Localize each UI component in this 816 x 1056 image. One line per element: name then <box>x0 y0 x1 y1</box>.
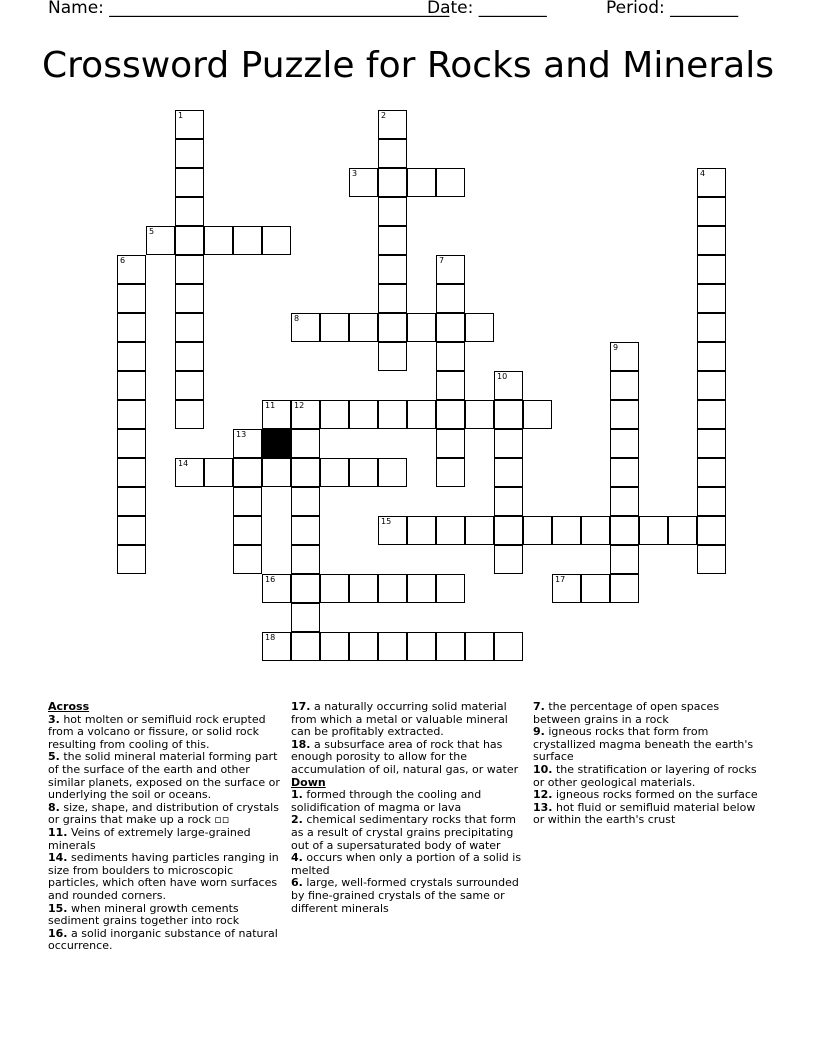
crossword-cell[interactable] <box>320 313 349 342</box>
crossword-cell[interactable] <box>436 516 465 545</box>
crossword-cell[interactable] <box>436 371 465 400</box>
period-field[interactable]: Period: ________ <box>606 0 739 18</box>
clue-number: 3 <box>352 169 358 178</box>
clue-down-2: 2. chemical sedimentary rocks that form as a result of crystal grains precipitating out of a supersaturated body of water <box>291 813 516 852</box>
crossword-cell[interactable] <box>175 400 204 429</box>
crossword-cell[interactable] <box>175 226 204 255</box>
clue-number: 7 <box>439 256 445 265</box>
clue-down-7: 7. the percentage of open spaces between grains in a rock <box>533 700 720 726</box>
crossword-cell[interactable] <box>523 400 552 429</box>
crossword-cell[interactable] <box>349 313 378 342</box>
crossword-cell[interactable] <box>407 516 436 545</box>
crossword-cell[interactable] <box>117 400 146 429</box>
crossword-cell[interactable] <box>117 255 146 284</box>
crossword-cell[interactable] <box>407 400 436 429</box>
clue-number: 17 <box>555 575 566 584</box>
crossword-cell[interactable] <box>465 400 494 429</box>
clue-down-13: 13. hot fluid or semifluid material below or within the earth's crust <box>533 800 756 827</box>
crossword-cell[interactable] <box>262 632 291 661</box>
crossword-cell[interactable] <box>291 516 320 545</box>
crossword-cell[interactable] <box>610 400 639 429</box>
crossword-cell[interactable] <box>349 458 378 487</box>
crossword-cell[interactable] <box>494 429 523 458</box>
crossword-cell[interactable] <box>320 574 349 603</box>
crossword-cell[interactable] <box>494 516 523 545</box>
crossword-cell[interactable] <box>320 458 349 487</box>
crossword-cell[interactable] <box>494 487 523 516</box>
clue-across-17: 17. a naturally occurring solid material from which a metal or valuable mineral can be profitably extracted. <box>291 700 508 739</box>
crossword-cell[interactable] <box>291 545 320 574</box>
clues-column-2 <box>291 701 523 915</box>
crossword-cell[interactable] <box>175 313 204 342</box>
clue-number: 14 <box>178 459 189 468</box>
name-field[interactable]: Name: ________________________________________ <box>48 0 450 18</box>
crossword-cell[interactable] <box>465 632 494 661</box>
crossword-cell[interactable] <box>233 487 262 516</box>
crossword-cell[interactable] <box>291 458 320 487</box>
crossword-cell[interactable] <box>436 255 465 284</box>
crossword-cell[interactable] <box>407 168 436 197</box>
clue-number: 11 <box>265 401 276 410</box>
crossword-cell[interactable] <box>610 458 639 487</box>
crossword-cell[interactable] <box>697 255 726 284</box>
clue-across-15: 15. when mineral growth cements sediment grains together into rock <box>48 901 240 928</box>
clue-down-9: 9. igneous rocks that form from crystallized magma beneath the earth's surface <box>533 725 754 764</box>
crossword-cell[interactable] <box>291 313 320 342</box>
crossword-cell[interactable] <box>465 313 494 342</box>
crossword-cell[interactable] <box>697 429 726 458</box>
crossword-cell[interactable] <box>436 342 465 371</box>
crossword-cell[interactable] <box>610 371 639 400</box>
crossword-cell[interactable] <box>436 458 465 487</box>
crossword-cell[interactable] <box>117 429 146 458</box>
crossword-cell[interactable] <box>233 226 262 255</box>
crossword-cell[interactable] <box>378 139 407 168</box>
crossword-cell[interactable] <box>117 371 146 400</box>
crossword-cell[interactable] <box>175 371 204 400</box>
crossword-cell[interactable] <box>378 574 407 603</box>
clue-down-1: 1. formed through the cooling and solidification of magma or lava <box>291 788 482 814</box>
clue-number: 12 <box>294 401 305 410</box>
crossword-cell[interactable] <box>175 342 204 371</box>
crossword-cell[interactable] <box>697 197 726 226</box>
crossword-cell[interactable] <box>494 632 523 661</box>
crossword-cell[interactable] <box>262 400 291 429</box>
crossword-cell[interactable] <box>262 226 291 255</box>
crossword-cell[interactable] <box>117 342 146 371</box>
crossword-cell[interactable] <box>552 574 581 603</box>
crossword-cell[interactable] <box>378 168 407 197</box>
crossword-cell[interactable] <box>436 574 465 603</box>
crossword-cell[interactable] <box>291 487 320 516</box>
crossword-cell[interactable] <box>697 226 726 255</box>
crossword-cell[interactable] <box>697 284 726 313</box>
crossword-cell[interactable] <box>639 516 668 545</box>
crossword-cell[interactable] <box>175 110 204 139</box>
crossword-cell[interactable] <box>117 516 146 545</box>
crossword-cell[interactable] <box>494 371 523 400</box>
crossword-cell[interactable] <box>117 458 146 487</box>
crossword-cell[interactable] <box>175 139 204 168</box>
crossword-cell[interactable] <box>697 313 726 342</box>
crossword-cell[interactable] <box>697 545 726 574</box>
crossword-cell[interactable] <box>233 429 262 458</box>
down-heading: Down <box>291 775 326 789</box>
crossword-cell[interactable] <box>378 110 407 139</box>
crossword-cell[interactable] <box>291 429 320 458</box>
crossword-cell[interactable] <box>378 400 407 429</box>
clue-down-12: 12. igneous rocks formed on the surface <box>533 788 758 802</box>
clues-column-1 <box>48 701 280 953</box>
crossword-cell[interactable] <box>291 603 320 632</box>
crossword-cell[interactable] <box>610 487 639 516</box>
across-heading: Across <box>48 700 90 713</box>
crossword-cell[interactable] <box>378 313 407 342</box>
crossword-cell[interactable] <box>378 226 407 255</box>
clue-down-10: 10. the stratification or layering of rocks or other geological materials. <box>533 762 757 789</box>
clue-across-5: 5. the solid mineral material forming part of the surface of the earth and other similar planets, exposed on the surface or underlying the soil or oceans. <box>48 750 280 802</box>
clues-column-3 <box>533 701 765 827</box>
crossword-cell[interactable] <box>378 516 407 545</box>
crossword-cell[interactable] <box>581 574 610 603</box>
clue-number: 10 <box>497 372 508 381</box>
crossword-cell[interactable] <box>320 400 349 429</box>
crossword-cell[interactable] <box>378 342 407 371</box>
crossword-cell[interactable] <box>436 429 465 458</box>
crossword-cell[interactable] <box>407 313 436 342</box>
crossword-cell[interactable] <box>697 168 726 197</box>
crossword-cell[interactable] <box>697 487 726 516</box>
crossword-cell[interactable] <box>378 632 407 661</box>
crossword-cell[interactable] <box>349 400 378 429</box>
crossword-cell[interactable] <box>117 487 146 516</box>
blocked-cell <box>262 429 291 458</box>
crossword-cell[interactable] <box>465 516 494 545</box>
crossword-cell[interactable] <box>175 197 204 226</box>
clue-number: 1 <box>178 111 184 120</box>
crossword-cell[interactable] <box>610 545 639 574</box>
crossword-cell[interactable] <box>697 458 726 487</box>
clue-number: 2 <box>381 111 387 120</box>
crossword-cell[interactable] <box>610 574 639 603</box>
clue-number: 18 <box>265 633 276 642</box>
crossword-cell[interactable] <box>668 516 697 545</box>
clue-across-16: 16. a solid inorganic substance of natural occurrence. <box>48 926 278 953</box>
crossword-cell[interactable] <box>233 516 262 545</box>
crossword-cell[interactable] <box>523 516 552 545</box>
clue-across-11: 11. Veins of extremely large-grained minerals <box>48 825 251 852</box>
crossword-cell[interactable] <box>349 574 378 603</box>
crossword-cell[interactable] <box>204 226 233 255</box>
crossword-cell[interactable] <box>117 313 146 342</box>
crossword-cell[interactable] <box>697 371 726 400</box>
date-field[interactable]: Date: ________ <box>427 0 547 18</box>
crossword-cell[interactable] <box>436 400 465 429</box>
clue-number: 4 <box>700 169 706 178</box>
page-title: Crossword Puzzle for Rocks and Minerals <box>42 45 774 86</box>
crossword-cell[interactable] <box>175 458 204 487</box>
crossword-cell[interactable] <box>320 632 349 661</box>
crossword-cell[interactable] <box>378 197 407 226</box>
clue-across-14: 14. sediments having particles ranging in size from boulders to microscopic particles, which often have worn surfaces and rounded corners. <box>48 851 279 902</box>
crossword-cell[interactable] <box>291 574 320 603</box>
crossword-cell[interactable] <box>262 574 291 603</box>
crossword-cell[interactable] <box>436 313 465 342</box>
crossword-cell[interactable] <box>407 632 436 661</box>
crossword-cell[interactable] <box>697 400 726 429</box>
crossword-cell[interactable] <box>175 284 204 313</box>
crossword-cell[interactable] <box>291 632 320 661</box>
clue-down-4: 4. occurs when only a portion of a solid is melted <box>291 851 522 877</box>
crossword-cell[interactable] <box>436 168 465 197</box>
crossword-cell[interactable] <box>552 516 581 545</box>
crossword-cell[interactable] <box>494 458 523 487</box>
crossword-cell[interactable] <box>610 516 639 545</box>
clue-across-8: 8. size, shape, and distribution of crystals or grains that make up a rock ▫▫ <box>48 800 279 827</box>
crossword-cell[interactable] <box>407 574 436 603</box>
crossword-cell[interactable] <box>610 342 639 371</box>
clue-number: 6 <box>120 256 126 265</box>
clue-number: 15 <box>381 517 392 526</box>
crossword-cell[interactable] <box>175 168 204 197</box>
crossword-cell[interactable] <box>697 516 726 545</box>
crossword-cell[interactable] <box>117 545 146 574</box>
clue-number: 8 <box>294 314 300 323</box>
clue-number: 16 <box>265 575 276 584</box>
crossword-cell[interactable] <box>494 545 523 574</box>
crossword-cell[interactable] <box>436 632 465 661</box>
crossword-cell[interactable] <box>581 516 610 545</box>
crossword-cell[interactable] <box>378 255 407 284</box>
crossword-cell[interactable] <box>233 545 262 574</box>
clue-number: 9 <box>613 343 619 352</box>
crossword-cell[interactable] <box>610 429 639 458</box>
crossword-cell[interactable] <box>378 284 407 313</box>
crossword-cell[interactable] <box>146 226 175 255</box>
crossword-cell[interactable] <box>291 400 320 429</box>
crossword-cell[interactable] <box>349 168 378 197</box>
crossword-cell[interactable] <box>378 458 407 487</box>
clue-across-3: 3. hot molten or semifluid rock erupted from a volcano or fissure, or solid rock resulting from cooling of this. <box>48 712 266 751</box>
crossword-cell[interactable] <box>436 284 465 313</box>
crossword-cell[interactable] <box>175 255 204 284</box>
clue-across-18: 18. a subsurface area of rock that has enough porosity to allow for the accumulation of oil, natural gas, or water <box>291 737 519 776</box>
clue-down-6: 6. large, well-formed crystals surrounded by fine-grained crystals of the same or different minerals <box>291 876 519 915</box>
crossword-cell[interactable] <box>262 458 291 487</box>
crossword-cell[interactable] <box>349 632 378 661</box>
crossword-cell[interactable] <box>117 284 146 313</box>
crossword-cell[interactable] <box>494 400 523 429</box>
crossword-cell[interactable] <box>204 458 233 487</box>
crossword-cell[interactable] <box>697 342 726 371</box>
clue-number: 5 <box>149 227 155 236</box>
clue-number: 13 <box>236 430 247 439</box>
crossword-cell[interactable] <box>233 458 262 487</box>
